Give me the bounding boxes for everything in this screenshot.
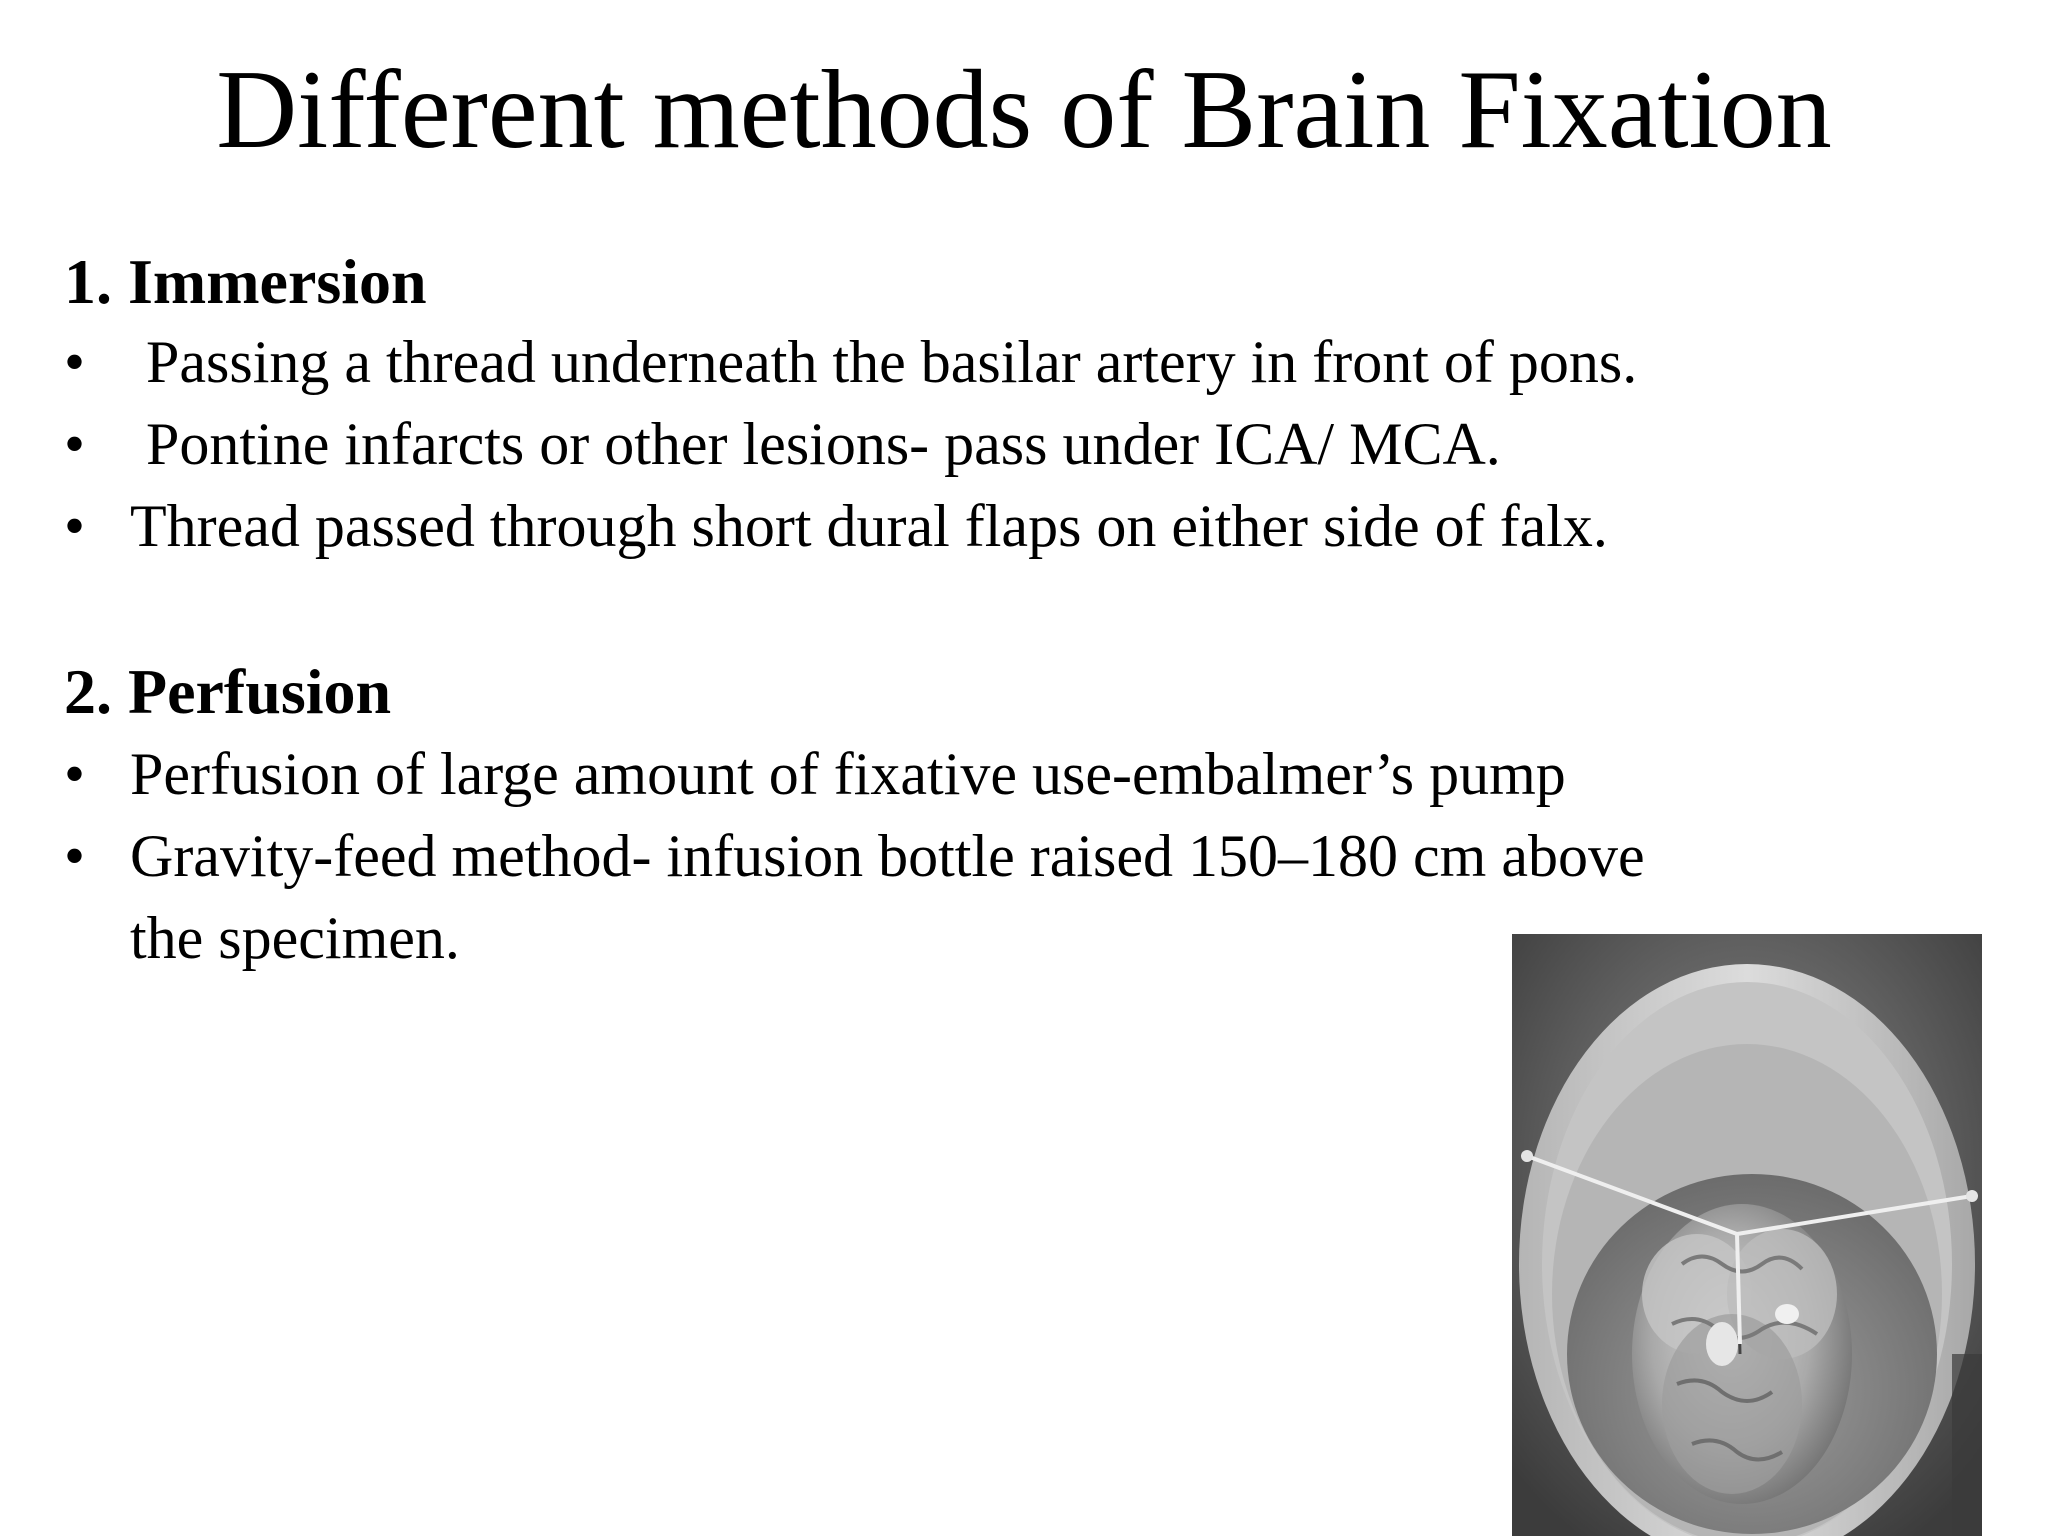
bullet-icon: •: [64, 329, 86, 395]
brain-immersion-photo: [1512, 934, 1982, 1536]
section-heading-perfusion: 2. Perfusion: [64, 656, 392, 727]
bullet-icon: •: [64, 411, 86, 477]
bullet-text: Pontine infarcts or other lesions- pass under ICA/ MCA.: [146, 411, 1501, 477]
bullet-icon: •: [64, 823, 86, 889]
bullet-text: Gravity-feed method- infusion bottle raised 150–180 cm above: [130, 823, 1645, 889]
bullet-text: Perfusion of large amount of fixative use-embalmer’s pump: [130, 741, 1566, 807]
section-heading-immersion: 1. Immersion: [64, 246, 427, 317]
brain-specimen: [1632, 1204, 1852, 1504]
bullet-text: Passing a thread underneath the basilar artery in front of pons.: [146, 329, 1638, 395]
bullet-text: Thread passed through short dural flaps on either side of falx.: [130, 493, 1608, 559]
slide-title: Different methods of Brain Fixation: [216, 48, 1832, 172]
bullet-text: the specimen.: [130, 905, 460, 971]
bullet-icon: •: [64, 493, 86, 559]
bullet-icon: •: [64, 741, 86, 807]
brain-immersion-illustration: [1512, 934, 1982, 1536]
